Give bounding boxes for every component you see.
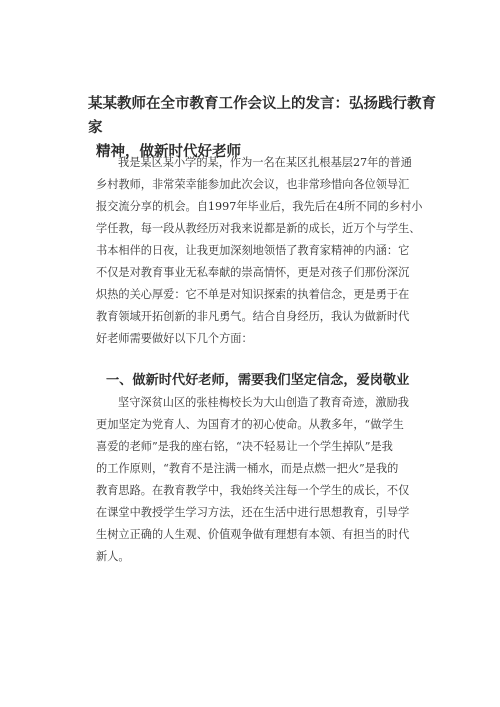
paragraph-line: 乡村教师，非常荣幸能参加此次会议，也非常珍惜向各位领导汇 [96, 178, 410, 191]
paragraph-line: 更加坚定为党育人、为国育才的初心使命。从教多年，“做学生 [96, 418, 404, 431]
paragraph-line: 新人。 [96, 550, 130, 563]
paragraph-line: 不仅是对教育事业无私奉献的崇高情怀，更是对孩子们那份深沉 [96, 266, 410, 279]
paragraph-line: 的工作原则，“教育不是注满一桶水，而是点燃一把火”是我的 [96, 462, 399, 475]
title-line-1: 某某教师在全市教育工作会议上的发言：弘扬践行教育家 [88, 96, 436, 136]
paragraph-line: 书本相伴的日夜，让我更加深刻地领悟了教育家精神的内涵：它 [96, 244, 410, 257]
paragraph-line: 坚守深贫山区的张桂梅校长为大山创造了教育奇迹，激励我 [118, 396, 409, 409]
paragraph-line: 教育思路。在教育教学中，我始终关注每一个学生的成长，不仅 [96, 484, 410, 497]
paragraph-intro [96, 152, 426, 350]
paragraph-line: 报交流分享的机会。自1997年毕业后，我先后在4所不同的乡村小 [96, 200, 423, 213]
paragraph-section-1 [96, 392, 426, 568]
paragraph-line: 教育领域开拓创新的非凡勇气。结合自身经历，我认为做新时代 [96, 310, 410, 323]
title-line-2: 精神，做新时代好老师 [96, 144, 241, 160]
paragraph-line: 学任教，每一段从教经历对我来说都是新的成长，近万个与学生、 [96, 222, 421, 235]
paragraph-line: 喜爱的老师”是我的座右铭，“决不轻易让一个学生掉队”是我 [96, 440, 393, 453]
paragraph-line: 好老师需要做好以下几个方面： [96, 332, 253, 345]
section-heading-1: 一、做新时代好老师，需要我们坚定信念，爱岗敬业 [106, 373, 410, 388]
paragraph-line: 生树立正确的人生观、价值观争做有理想有本领、有担当的时代 [96, 528, 410, 541]
paragraph-line: 我是某区某小学的某，作为一名在某区扎根基层27年的普通 [118, 156, 412, 169]
paragraph-line: 炽热的关心厚爱：它不单是对知识探索的执着信念，更是勇于在 [96, 288, 410, 301]
paragraph-line: 在课堂中教授学生学习方法，还在生活中进行思想教育，引导学 [96, 506, 410, 519]
